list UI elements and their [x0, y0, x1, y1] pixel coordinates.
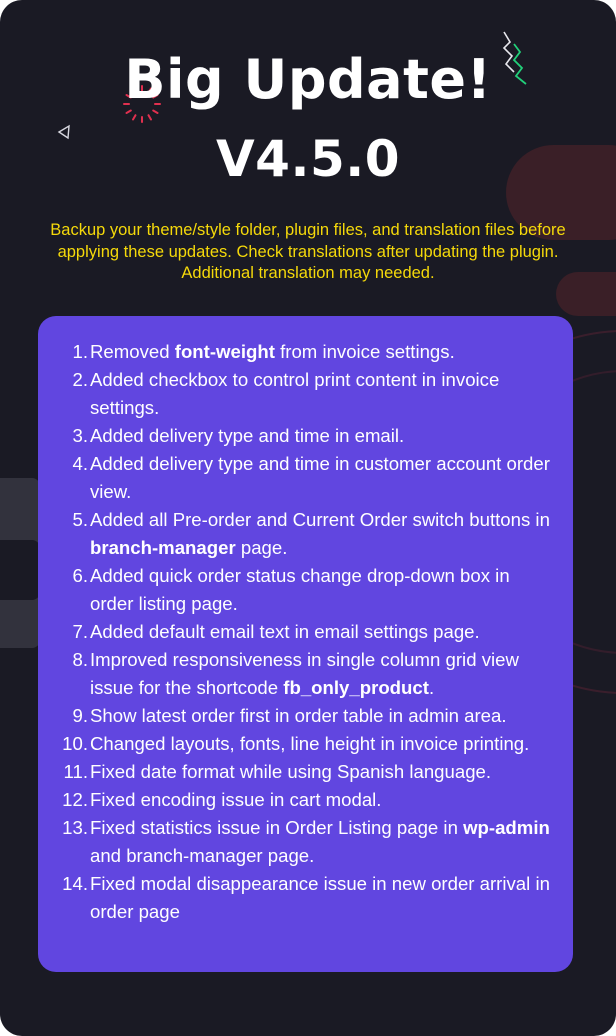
changelog-item-number: 13. — [62, 817, 88, 838]
changelog-item-text: Fixed statistics issue in Order Listing page in — [90, 817, 464, 838]
changelog-item-text: from invoice settings. — [274, 341, 455, 362]
changelog-item-text: Added delivery type and time in email. — [90, 425, 405, 446]
changelog-item — [38, 870, 555, 926]
version-title: V4.5.0 — [215, 130, 401, 188]
changelog-item — [38, 730, 555, 758]
changelog-item-text: Added quick order status change drop-down box in order listing page. — [90, 565, 510, 614]
changelog-item — [38, 338, 555, 366]
changelog-item-number: 11. — [63, 761, 88, 782]
changelog-item-text: Removed — [90, 341, 175, 362]
changelog-item — [38, 758, 555, 786]
changelog-item-number: 7. — [72, 621, 88, 642]
changelog-item — [38, 786, 555, 814]
changelog-item-text: . — [428, 677, 435, 698]
changelog-item-code: branch-manager — [90, 537, 236, 558]
changelog-item-number: 14. — [62, 873, 88, 894]
page-title: Big Update! — [124, 48, 492, 111]
changelog-item — [38, 422, 555, 450]
changelog-item-number: 10. — [62, 733, 88, 754]
changelog-item-text: Added delivery type and time in customer account order view. — [90, 453, 550, 502]
changelog-item-text: Added checkbox to control print content in invoice settings. — [90, 369, 500, 418]
changelog-item-number: 3. — [72, 425, 88, 446]
changelog-item-text: Added default email text in email settings page. — [90, 621, 480, 642]
changelog-item-text: and branch-manager page. — [90, 845, 315, 866]
changelog-item-text: Improved responsiveness in single column grid view issue for the shortcode — [90, 649, 519, 698]
changelog-item — [38, 562, 555, 618]
changelog-item-code: fb_only_product — [283, 677, 429, 698]
changelog-item-number: 4. — [72, 453, 88, 474]
changelog-item-number: 5. — [72, 509, 88, 530]
changelog-item-number: 6. — [72, 565, 88, 586]
changelog-item-code: font-weight — [174, 341, 275, 362]
changelog-item-text: Added all Pre-order and Current Order switch buttons in — [90, 509, 550, 530]
changelog-item — [38, 618, 555, 646]
changelog-item-text: page. — [235, 537, 288, 558]
changelog-item-number: 1. — [72, 341, 88, 362]
changelog-item-text: Fixed date format while using Spanish language. — [90, 761, 492, 782]
changelog-item-text: Fixed modal disappearance issue in new order arrival in order page — [90, 873, 550, 922]
changelog-item-number: 2. — [72, 369, 88, 390]
changelog-item-text: Fixed encoding issue in cart modal. — [90, 789, 382, 810]
backup-notice: Backup your theme/style folder, plugin files, and translation files before applying these updates. Check translations after updating the plugin. Additional translation may needed. — [50, 221, 566, 282]
changelog-item-number: 12. — [62, 789, 88, 810]
changelog-item-number: 9. — [72, 705, 88, 726]
changelog-item-number: 8. — [72, 649, 88, 670]
changelog-item-text: Changed layouts, fonts, line height in invoice printing. — [90, 733, 530, 754]
changelog-card — [38, 316, 573, 972]
changelog-item — [38, 814, 555, 870]
changelog-item — [38, 646, 555, 702]
changelog-item — [38, 450, 555, 506]
changelog-item — [38, 506, 555, 562]
decorative-block-cutout — [0, 540, 40, 600]
changelog-item — [38, 702, 555, 730]
changelog-item-text: Show latest order first in order table in admin area. — [90, 705, 507, 726]
changelog-list — [38, 316, 573, 926]
changelog-item — [38, 366, 555, 422]
changelog-item-code: wp-admin — [463, 817, 550, 838]
